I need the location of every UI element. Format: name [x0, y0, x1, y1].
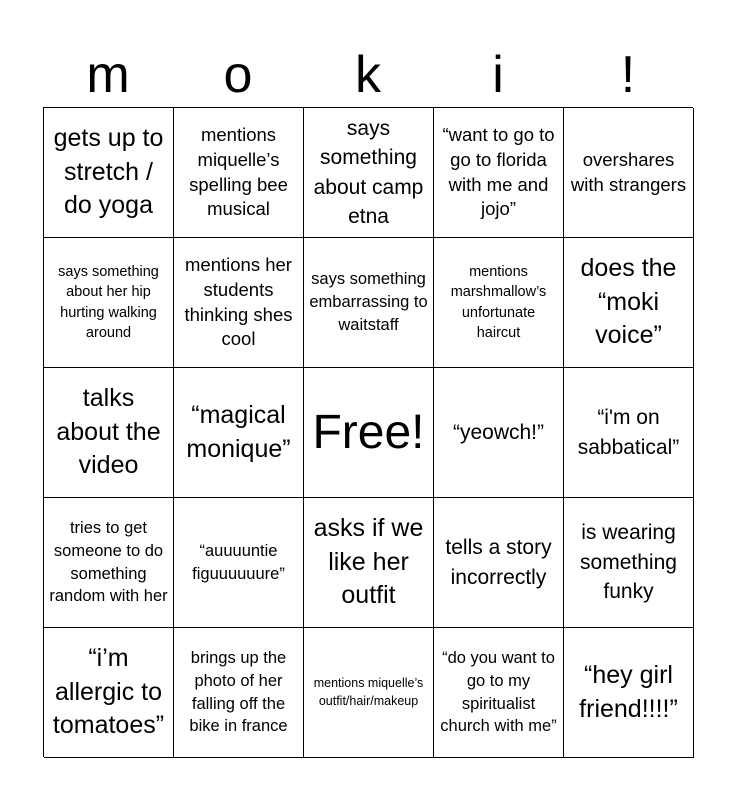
bingo-cell[interactable]: overshares with strangers: [564, 108, 694, 238]
bingo-cell[interactable]: says something about camp etna: [304, 108, 434, 238]
bingo-cell[interactable]: tries to get someone to do something random with her: [44, 498, 174, 628]
bingo-cell[interactable]: “magical monique”: [174, 368, 304, 498]
bingo-cell[interactable]: “yeowch!”: [434, 368, 564, 498]
title-letter: k: [355, 46, 381, 104]
bingo-cell[interactable]: brings up the photo of her falling off the bike in france: [174, 628, 304, 758]
bingo-cell[interactable]: “auuuuntie figuuuuuure”: [174, 498, 304, 628]
title-letter: i: [492, 46, 504, 104]
bingo-cell[interactable]: “want to go to go to florida with me and jojo”: [434, 108, 564, 238]
bingo-cell[interactable]: gets up to stretch / do yoga: [44, 108, 174, 238]
card-title: [43, 44, 693, 106]
bingo-cell[interactable]: talks about the video: [44, 368, 174, 498]
title-letter: m: [86, 46, 130, 104]
bingo-cell[interactable]: mentions her students thinking shes cool: [174, 238, 304, 368]
bingo-cell[interactable]: says something embarrassing to waitstaff: [304, 238, 434, 368]
title-letter: !: [620, 46, 636, 104]
bingo-cell[interactable]: says something about her hip hurting walking around: [44, 238, 174, 368]
bingo-cell[interactable]: “do you want to go to my spiritualist church with me”: [434, 628, 564, 758]
free-space[interactable]: Free!: [304, 368, 434, 498]
bingo-cell[interactable]: mentions marshmallow’s unfortunate haircut: [434, 238, 564, 368]
title-letter: o: [223, 46, 253, 104]
bingo-cell[interactable]: does the “moki voice”: [564, 238, 694, 368]
bingo-cell[interactable]: asks if we like her outfit: [304, 498, 434, 628]
bingo-cell[interactable]: tells a story incorrectly: [434, 498, 564, 628]
bingo-cell[interactable]: mentions miquelle’s spelling bee musical: [174, 108, 304, 238]
bingo-grid: [43, 107, 693, 757]
bingo-cell[interactable]: “hey girl friend!!!!”: [564, 628, 694, 758]
bingo-cell[interactable]: “i’m allergic to tomatoes”: [44, 628, 174, 758]
bingo-cell[interactable]: is wearing something funky: [564, 498, 694, 628]
bingo-cell[interactable]: mentions miquelle’s outfit/hair/makeup: [304, 628, 434, 758]
bingo-cell[interactable]: “i'm on sabbatical”: [564, 368, 694, 498]
